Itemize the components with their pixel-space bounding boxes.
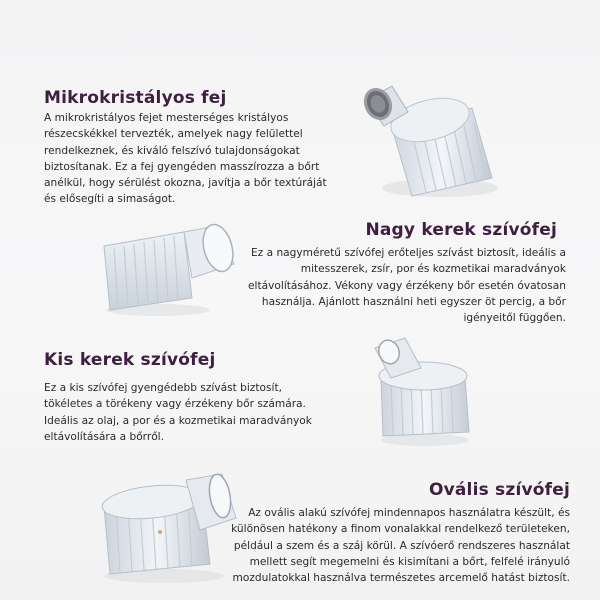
text-line: mitesszerek, zsír, por és kozmetikai maradványok xyxy=(300,263,566,276)
section-title-large-round: Nagy kerek szívófej xyxy=(365,220,557,240)
text-line: Ideális az olaj, a por és a kozmetikai maradványok xyxy=(44,414,312,427)
text-line: mellett segít megemelni és kisimítani a bőrt, felfelé irányuló xyxy=(249,555,570,568)
section-text-oval xyxy=(231,505,570,586)
section-title-oval: Ovális szívófej xyxy=(428,480,570,500)
text-line: használja. Ajánlott használni heti egyszer öt percig, a bőr xyxy=(261,295,566,308)
text-line: A mikrokristályos fejet mesterséges kristályos xyxy=(44,112,289,124)
text-line: tökéletes a törékeny vagy érzékeny bőr számára. xyxy=(44,398,306,411)
section-title-microcrystal: Mikrokristályos fej xyxy=(44,88,227,108)
text-line: Ez a nagyméretű szívófej erőteljes szívást biztosít, ideális a xyxy=(250,247,566,259)
section-text-microcrystal xyxy=(44,110,327,208)
text-line: anélkül, hogy sérülést okozna, javítja a bőr textúráját xyxy=(44,177,327,190)
text-line: mozdulatokkal használva természetes arcemelő hatást biztosít. xyxy=(232,572,570,585)
text-line: részecskékkel tervezték, amelyek nagy felülettel xyxy=(44,128,303,141)
text-line: igényeitől függően. xyxy=(463,312,566,325)
section-text-small-round xyxy=(44,380,312,445)
large-round-head-image xyxy=(98,218,238,318)
text-line: Ez a kis szívófej gyengédebb szívást biztosít, xyxy=(44,382,282,394)
section-text-large-round xyxy=(248,245,566,326)
text-line: például a szem és a száj körül. A szívóerő rendszeres használat xyxy=(233,539,570,552)
section-title-small-round: Kis kerek szívófej xyxy=(44,350,216,370)
text-line: biztosítanak. Ez a fej gyengéden masszírozza a bőrt xyxy=(44,160,320,173)
text-line: eltávolítására a bőrről. xyxy=(44,430,164,443)
oval-head-image xyxy=(90,460,240,585)
text-line: rendelkeznek, és kiváló felszívó tulajdonságokat xyxy=(44,144,300,157)
microcrystal-head-image xyxy=(352,78,502,200)
text-line: Az ovális alakú szívófej mindennapos használatra készült, és xyxy=(248,507,570,519)
text-line: eltávolításához. Vékony vagy érzékeny bőr esetén óvatosan xyxy=(248,279,566,292)
small-round-head-image xyxy=(365,328,485,448)
text-line: különösen hatékony a finom vonalakkal rendelkező területeken, xyxy=(231,523,570,536)
text-line: és elősegíti a simaságot. xyxy=(44,193,176,206)
